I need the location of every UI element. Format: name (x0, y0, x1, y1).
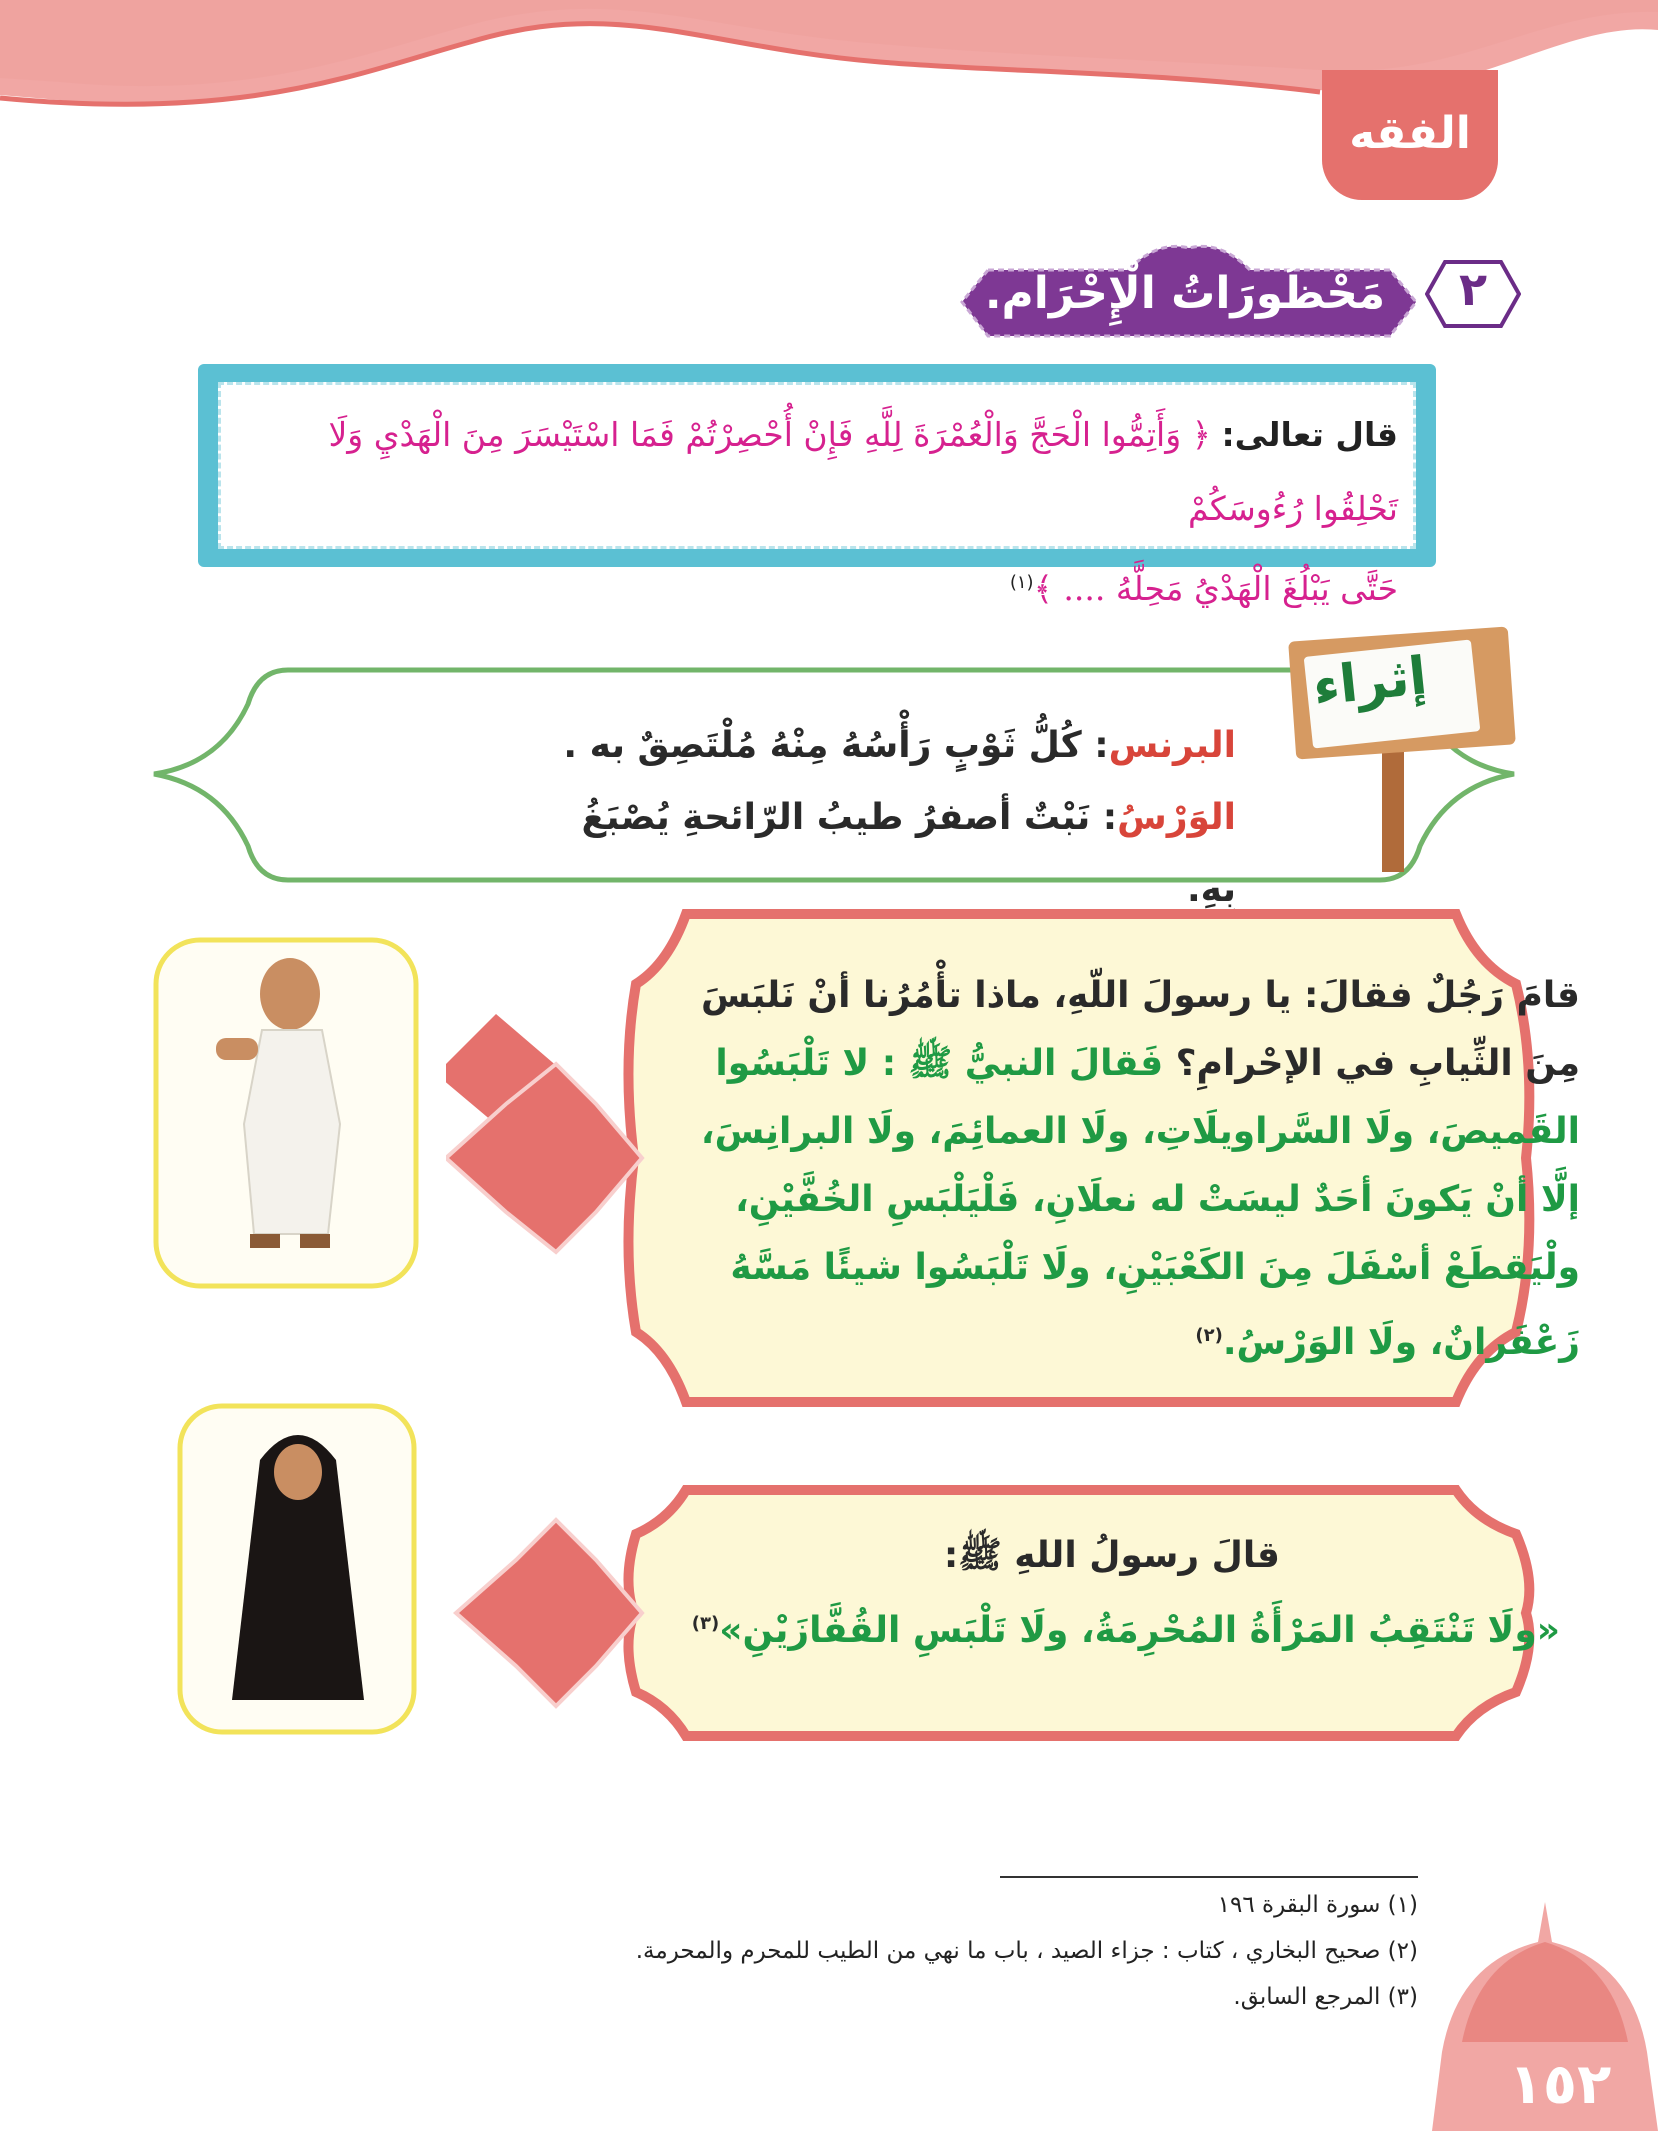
enrichment-term: البرنس (1108, 725, 1236, 766)
hadith-2-text (680, 1522, 1560, 1665)
man-illustration (150, 934, 422, 1292)
hadith-2-footnote-ref: (٣) (691, 1613, 720, 1634)
hadith-2-intro: قالَ رسولُ اللهِ ﷺ: (943, 1535, 1280, 1576)
enrichment-sign-label: إثراء (1310, 646, 1430, 718)
footnotes (560, 1882, 1418, 2020)
footnote-3: (٣) المرجع السابق. (1233, 1984, 1418, 2010)
enrichment-definition: كُلُّ ثَوْبٍ رَأْسُهُ مِنْهُ مُلْتَصِقٌ به . (563, 725, 1082, 766)
section-title: مَحْظُورَاتُ الْإِحْرَام. (984, 268, 1386, 319)
verse-intro: قال تعالى: (1221, 415, 1398, 454)
enrichment-definition: نَبْتٌ أصفرُ طيبُ الرّائحةِ يُصْبَغُ بِهِ. (581, 797, 1236, 910)
verse-footnote-ref: (١) (1009, 572, 1034, 593)
woman-illustration (174, 1400, 420, 1738)
enrichment-term: الوَرْسُ (1117, 797, 1236, 838)
enrichment-separator: : (1090, 797, 1118, 838)
section-number: ٢ (1458, 262, 1488, 316)
hadith-1-question: قامَ رَجُلٌ فقالَ: يا رسولَ اللّهِ، ماذا تأْمُرُنا أنْ نَلبَسَ مِنَ الثِّيابِ في الإحْرامِ؟ (701, 975, 1580, 1084)
enrichment-separator: : (1081, 725, 1109, 766)
hadith-2-quote-line (680, 1590, 1560, 1665)
verse-line-2: حَتَّى يَبْلُغَ الْهَدْيُ مَحِلَّهُ .... ﴾ (1033, 569, 1398, 608)
footnote-2: (٢) صحيح البخاري ، كتاب : جزاء الصيد ، باب ما نهي من الطيب للمحرم والمحرمة. (635, 1938, 1418, 1964)
enrichment-text (560, 710, 1236, 926)
verse-text (240, 398, 1398, 626)
page-number: ١٥٢ (1508, 2052, 1612, 2117)
enrichment-item-1 (560, 710, 1236, 782)
footnote-divider (1000, 1876, 1418, 1878)
footnote-1: (١) سورة البقرة ١٩٦ (1217, 1892, 1418, 1918)
hadith-2-quote: «ولَا تَنْتَقِبُ المَرْأَةُ المُحْرِمَةُ، ولَا تَلْبَسِ القُفَّازَيْنِ» (719, 1610, 1560, 1651)
subject-label: الفقه (1349, 108, 1471, 159)
hadith-1-answer: فَقالَ النبيُّ ﷺ : لا تَلْبَسُوا القَميصَ، ولَا السَّراويلَاتِ، ولَا العمائِمَ، ولَا البرانِسَ، إلَّا أنْ يَكونَ أحَدٌ ليسَتْ له نعلَانِ، فَلْيَلْبَسِ الخُفَّيْنِ، ولْيَقطَعْ أسْفَلَ مِنَ الكَعْبَيْنِ، ولَا تَلْبَسُوا شيئًا مَسَّهُ زَعْفَرانٌ، ولَا الوَرْسُ. (700, 1043, 1580, 1363)
verse-line-1: ﴿ وَأَتِمُّوا الْحَجَّ وَالْعُمْرَةَ لِلَّهِ فَإِنْ أُحْصِرْتُمْ فَمَا اسْتَيْسَرَ مِنَ الْهَدْيِ وَلَا تَحْلِقُوا رُءُوسَكُمْ (328, 415, 1398, 528)
hadith-1-footnote-ref: (٢) (1195, 1325, 1223, 1346)
hadith-1-text (700, 962, 1580, 1377)
